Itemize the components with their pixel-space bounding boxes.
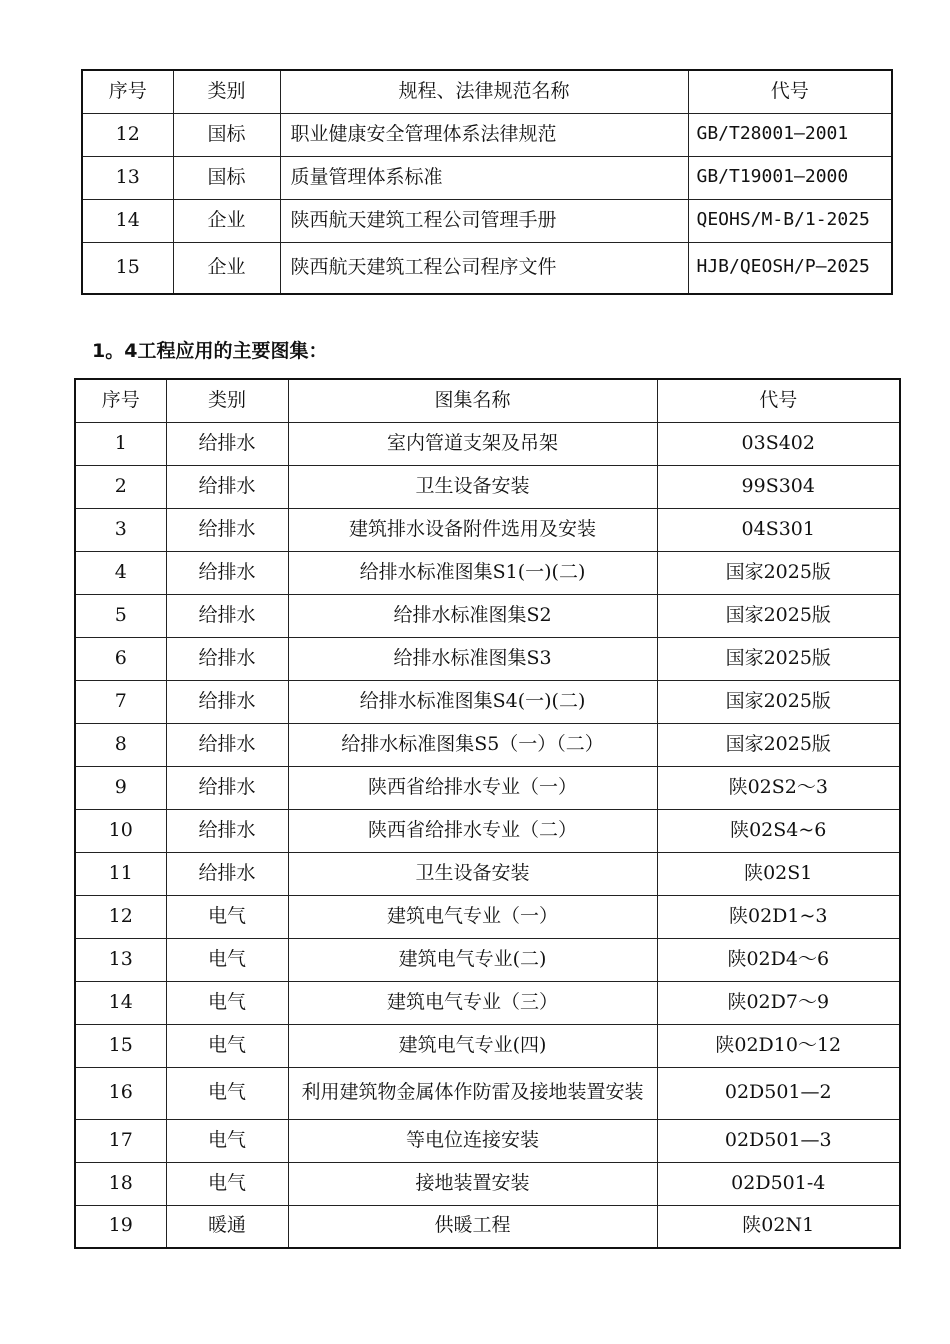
cell-no: 8 (75, 723, 166, 766)
cell-code: 国家2025版 (657, 637, 900, 680)
cell-category: 电气 (166, 938, 288, 981)
cell-name: 陕西省给排水专业（一） (288, 766, 657, 809)
cell-no: 18 (75, 1162, 166, 1205)
cell-code: 陕02D10～12 (657, 1024, 900, 1067)
cell-category: 给排水 (166, 551, 288, 594)
cell-category: 电气 (166, 1024, 288, 1067)
cell-code: 陕02N1 (657, 1205, 900, 1248)
cell-category: 电气 (166, 981, 288, 1024)
cell-name: 给排水标准图集S5（一）（二） (288, 723, 657, 766)
header-cell-code: 代号 (657, 379, 900, 422)
cell-no: 16 (75, 1067, 166, 1119)
header-cell-category: 类别 (166, 379, 288, 422)
cell-code: 03S402 (657, 422, 900, 465)
cell-code: QEOHS/M-B/1-2025 (688, 199, 892, 242)
cell-name: 建筑电气专业(二) (288, 938, 657, 981)
cell-category: 给排水 (166, 508, 288, 551)
cell-name: 给排水标准图集S1(一)(二) (288, 551, 657, 594)
cell-code: 陕02S4~6 (657, 809, 900, 852)
cell-name: 供暖工程 (288, 1205, 657, 1248)
cell-category: 给排水 (166, 723, 288, 766)
cell-code: 04S301 (657, 508, 900, 551)
cell-no: 4 (75, 551, 166, 594)
table-row (75, 637, 900, 680)
cell-category: 给排水 (166, 680, 288, 723)
cell-code: 陕02D4～6 (657, 938, 900, 981)
cell-no: 11 (75, 852, 166, 895)
cell-name: 建筑排水设备附件选用及安装 (288, 508, 657, 551)
table-row (75, 1162, 900, 1205)
cell-no: 3 (75, 508, 166, 551)
table-header-row (82, 70, 892, 113)
cell-category: 给排水 (166, 852, 288, 895)
cell-name: 卫生设备安装 (288, 465, 657, 508)
cell-code: 02D501—3 (657, 1119, 900, 1162)
table-row (75, 766, 900, 809)
cell-category: 暖通 (166, 1205, 288, 1248)
cell-code: 国家2025版 (657, 680, 900, 723)
table-row (75, 1024, 900, 1067)
cell-no: 12 (75, 895, 166, 938)
cell-no: 13 (82, 156, 173, 199)
table-row (75, 981, 900, 1024)
table-row (75, 723, 900, 766)
cell-code: 陕02D1~3 (657, 895, 900, 938)
table-row (75, 465, 900, 508)
cell-name: 接地装置安装 (288, 1162, 657, 1205)
atlases-table (74, 378, 901, 1249)
cell-name: 建筑电气专业（一） (288, 895, 657, 938)
cell-name: 利用建筑物金属体作防雷及接地装置安装 (288, 1067, 657, 1119)
cell-name: 等电位连接安装 (288, 1119, 657, 1162)
cell-no: 5 (75, 594, 166, 637)
cell-code: 02D501—2 (657, 1067, 900, 1119)
standards-table-body (82, 70, 892, 294)
cell-no: 1 (75, 422, 166, 465)
cell-code: 国家2025版 (657, 551, 900, 594)
cell-no: 14 (82, 199, 173, 242)
cell-category: 给排水 (166, 766, 288, 809)
table-row (75, 809, 900, 852)
table-row (75, 1205, 900, 1248)
cell-code: 02D501-4 (657, 1162, 900, 1205)
cell-no: 9 (75, 766, 166, 809)
cell-name: 给排水标准图集S3 (288, 637, 657, 680)
table-row (75, 895, 900, 938)
cell-code: 陕02S2～3 (657, 766, 900, 809)
table-row (75, 594, 900, 637)
cell-code: 国家2025版 (657, 723, 900, 766)
cell-name: 质量管理体系标准 (280, 156, 688, 199)
cell-category: 给排水 (166, 465, 288, 508)
standards-table (81, 69, 893, 295)
cell-name: 职业健康安全管理体系法律规范 (280, 113, 688, 156)
cell-no: 14 (75, 981, 166, 1024)
cell-no: 6 (75, 637, 166, 680)
header-cell-no: 序号 (82, 70, 173, 113)
cell-no: 15 (75, 1024, 166, 1067)
table-row (75, 938, 900, 981)
table-header-row (75, 379, 900, 422)
table-row (75, 680, 900, 723)
header-cell-name: 图集名称 (288, 379, 657, 422)
cell-code: 99S304 (657, 465, 900, 508)
cell-name: 建筑电气专业(四) (288, 1024, 657, 1067)
cell-code: GB/T28001—2001 (688, 113, 892, 156)
cell-no: 7 (75, 680, 166, 723)
cell-no: 10 (75, 809, 166, 852)
cell-name: 陕西航天建筑工程公司程序文件 (280, 242, 688, 294)
cell-code: 陕02D7～9 (657, 981, 900, 1024)
table-row (75, 422, 900, 465)
cell-name: 卫生设备安装 (288, 852, 657, 895)
cell-category: 电气 (166, 1119, 288, 1162)
header-cell-no: 序号 (75, 379, 166, 422)
cell-category: 国标 (173, 156, 280, 199)
section-heading: 1。4工程应用的主要图集： (92, 340, 328, 362)
table-row (75, 1119, 900, 1162)
table-row (75, 551, 900, 594)
cell-name: 给排水标准图集S4(一)(二) (288, 680, 657, 723)
header-cell-code: 代号 (688, 70, 892, 113)
cell-code: HJB/QEOSH/P—2025 (688, 242, 892, 294)
cell-category: 国标 (173, 113, 280, 156)
cell-name: 室内管道支架及吊架 (288, 422, 657, 465)
table-row (75, 852, 900, 895)
cell-category: 给排水 (166, 637, 288, 680)
cell-category: 电气 (166, 1162, 288, 1205)
cell-name: 陕西航天建筑工程公司管理手册 (280, 199, 688, 242)
table-row (82, 199, 892, 242)
table-row (82, 156, 892, 199)
cell-category: 给排水 (166, 809, 288, 852)
table-row (75, 508, 900, 551)
cell-category: 企业 (173, 242, 280, 294)
cell-no: 17 (75, 1119, 166, 1162)
cell-name: 陕西省给排水专业（二） (288, 809, 657, 852)
cell-code: 国家2025版 (657, 594, 900, 637)
cell-name: 建筑电气专业（三） (288, 981, 657, 1024)
table-row (82, 242, 892, 294)
cell-no: 12 (82, 113, 173, 156)
cell-category: 给排水 (166, 594, 288, 637)
atlases-table-body (75, 379, 900, 1248)
cell-code: GB/T19001—2000 (688, 156, 892, 199)
cell-category: 企业 (173, 199, 280, 242)
cell-category: 给排水 (166, 422, 288, 465)
cell-category: 电气 (166, 895, 288, 938)
cell-no: 2 (75, 465, 166, 508)
table-row (82, 113, 892, 156)
header-cell-category: 类别 (173, 70, 280, 113)
cell-category: 电气 (166, 1067, 288, 1119)
cell-name: 给排水标准图集S2 (288, 594, 657, 637)
cell-no: 19 (75, 1205, 166, 1248)
cell-no: 13 (75, 938, 166, 981)
cell-no: 15 (82, 242, 173, 294)
header-cell-name: 规程、法律规范名称 (280, 70, 688, 113)
cell-code: 陕02S1 (657, 852, 900, 895)
table-row (75, 1067, 900, 1119)
